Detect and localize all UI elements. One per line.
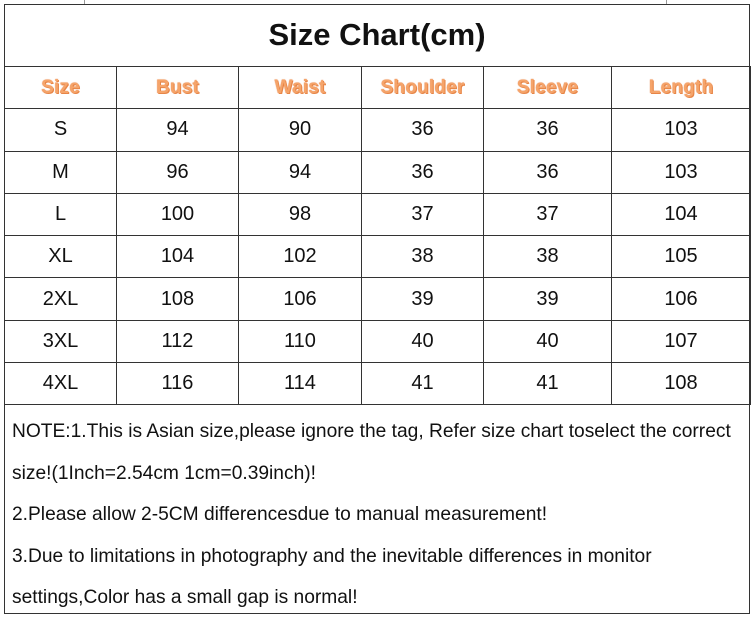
cell-size: M <box>5 151 117 193</box>
cell-shoulder: 36 <box>362 151 484 193</box>
chart-title: Size Chart(cm) <box>4 4 750 67</box>
table-row <box>5 363 751 405</box>
header-shoulder: Shoulder <box>362 67 484 109</box>
header-waist: Waist <box>239 67 362 109</box>
cell-length: 103 <box>612 151 751 193</box>
cell-sleeve: 37 <box>484 193 612 235</box>
header-bust: Bust <box>117 67 239 109</box>
cell-size: 3XL <box>5 320 117 362</box>
header-size: Size <box>5 67 117 109</box>
cell-waist: 94 <box>239 151 362 193</box>
cell-bust: 112 <box>117 320 239 362</box>
cell-sleeve: 39 <box>484 278 612 320</box>
table-row <box>5 320 751 362</box>
header-sleeve: Sleeve <box>484 67 612 109</box>
cell-waist: 110 <box>239 320 362 362</box>
cell-length: 106 <box>612 278 751 320</box>
cell-sleeve: 40 <box>484 320 612 362</box>
note-3: 3.Due to limitations in photography and the inevitable differences in monitor settings,Color has a small gap is normal! <box>12 545 652 608</box>
cell-length: 105 <box>612 236 751 278</box>
cell-shoulder: 40 <box>362 320 484 362</box>
size-table <box>4 66 751 405</box>
cell-size: XL <box>5 236 117 278</box>
cell-sleeve: 36 <box>484 109 612 151</box>
table-row <box>5 151 751 193</box>
cell-length: 103 <box>612 109 751 151</box>
table-row <box>5 278 751 320</box>
cell-shoulder: 41 <box>362 363 484 405</box>
cell-size: 2XL <box>5 278 117 320</box>
table-row <box>5 109 751 151</box>
cell-shoulder: 36 <box>362 109 484 151</box>
cell-length: 104 <box>612 193 751 235</box>
cell-waist: 90 <box>239 109 362 151</box>
table-row <box>5 193 751 235</box>
cell-shoulder: 39 <box>362 278 484 320</box>
cell-waist: 106 <box>239 278 362 320</box>
cell-bust: 100 <box>117 193 239 235</box>
cell-bust: 94 <box>117 109 239 151</box>
cell-sleeve: 36 <box>484 151 612 193</box>
cell-bust: 108 <box>117 278 239 320</box>
cell-bust: 96 <box>117 151 239 193</box>
cell-sleeve: 41 <box>484 363 612 405</box>
cell-shoulder: 38 <box>362 236 484 278</box>
cell-bust: 104 <box>117 236 239 278</box>
header-length: Length <box>612 67 751 109</box>
cell-size: 4XL <box>5 363 117 405</box>
cell-length: 107 <box>612 320 751 362</box>
note-2: 2.Please allow 2-5CM differencesdue to manual measurement! <box>12 504 548 525</box>
note-1: NOTE:1.This is Asian size,please ignore the tag, Refer size chart toselect the correct size!(1Inch=2.54cm 1cm=0.39inch)! <box>12 421 731 484</box>
cell-sleeve: 38 <box>484 236 612 278</box>
header-row <box>5 67 751 109</box>
cell-length: 108 <box>612 363 751 405</box>
cell-waist: 102 <box>239 236 362 278</box>
cell-waist: 114 <box>239 363 362 405</box>
table-row <box>5 236 751 278</box>
cell-waist: 98 <box>239 193 362 235</box>
cell-size: S <box>5 109 117 151</box>
cell-size: L <box>5 193 117 235</box>
notes-section <box>4 405 750 614</box>
cell-bust: 116 <box>117 363 239 405</box>
cell-shoulder: 37 <box>362 193 484 235</box>
